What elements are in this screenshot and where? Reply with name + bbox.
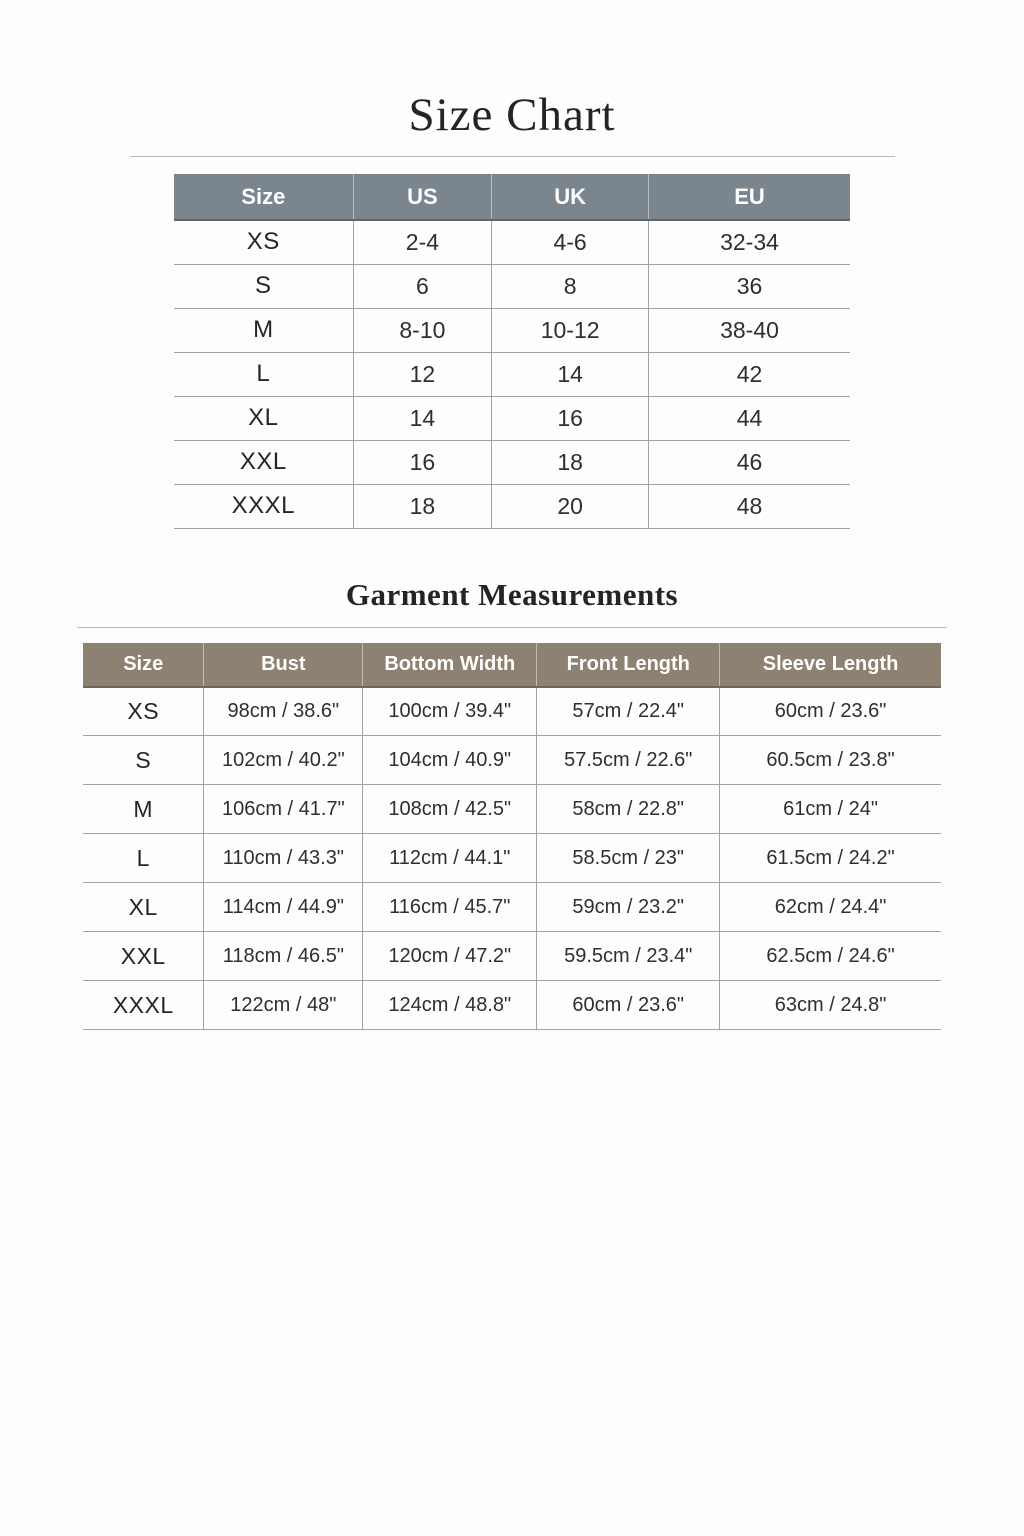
table-row	[174, 264, 850, 308]
cell-front-length: 59.5cm / 23.4"	[537, 932, 720, 981]
cell-sleeve-length: 62.5cm / 24.6"	[720, 932, 941, 981]
cell-size: XXXL	[174, 484, 353, 528]
cell-size: S	[83, 736, 204, 785]
cell-bust: 110cm / 43.3"	[204, 834, 363, 883]
cell-bust: 118cm / 46.5"	[204, 932, 363, 981]
table-row	[174, 220, 850, 264]
cell-front-length: 57.5cm / 22.6"	[537, 736, 720, 785]
table-row	[83, 981, 941, 1030]
cell-size: M	[83, 785, 204, 834]
cell-size: XL	[83, 883, 204, 932]
size-conversion-table	[174, 174, 850, 529]
cell-sleeve-length: 61.5cm / 24.2"	[720, 834, 941, 883]
cell-front-length: 57cm / 22.4"	[537, 687, 720, 736]
column-header-bust: Bust	[204, 643, 363, 687]
table-row	[174, 484, 850, 528]
cell-bottom-width: 124cm / 48.8"	[363, 981, 537, 1030]
table-row	[83, 687, 941, 736]
column-header-front-length: Front Length	[537, 643, 720, 687]
section-divider	[77, 627, 947, 628]
cell-bust: 114cm / 44.9"	[204, 883, 363, 932]
garment-measurements-table	[83, 643, 941, 1031]
title-divider	[130, 156, 895, 157]
page-title: Size Chart	[408, 89, 616, 141]
column-header-size: Size	[174, 174, 353, 220]
cell-us: 16	[353, 440, 492, 484]
cell-us: 12	[353, 352, 492, 396]
table-row	[174, 352, 850, 396]
cell-size: L	[83, 834, 204, 883]
cell-eu: 38-40	[649, 308, 850, 352]
column-header-eu: EU	[649, 174, 850, 220]
cell-size: XS	[127, 697, 160, 724]
garment-measurements-title: Garment Measurements	[345, 576, 679, 612]
table-header-row	[83, 643, 941, 687]
garment-measurements-table-body	[83, 687, 941, 1030]
cell-eu: 44	[649, 396, 850, 440]
cell-size: XXL	[174, 440, 353, 484]
cell-us: 8-10	[353, 308, 492, 352]
cell-size: S	[174, 264, 353, 308]
cell-bottom-width: 112cm / 44.1"	[363, 834, 537, 883]
cell-eu: 46	[649, 440, 850, 484]
table-row	[174, 396, 850, 440]
table-row	[83, 834, 941, 883]
cell-size: XXXL	[83, 981, 204, 1030]
cell-uk: 14	[492, 352, 649, 396]
cell-uk: 16	[492, 396, 649, 440]
cell-sleeve-length: 63cm / 24.8"	[720, 981, 941, 1030]
table-row	[83, 785, 941, 834]
cell-us: 18	[353, 484, 492, 528]
table-header-row	[174, 174, 850, 220]
cell-size: XL	[174, 396, 353, 440]
cell-uk: 8	[492, 264, 649, 308]
cell-sleeve-length: 61cm / 24"	[720, 785, 941, 834]
cell-bottom-width: 116cm / 45.7"	[363, 883, 537, 932]
cell-uk: 4-6	[492, 220, 649, 264]
cell-eu: 36	[649, 264, 850, 308]
cell-eu: 42	[649, 352, 850, 396]
cell-sleeve-length: 62cm / 24.4"	[720, 883, 941, 932]
cell-bottom-width: 104cm / 40.9"	[363, 736, 537, 785]
cell-size: XS	[246, 228, 280, 256]
cell-sleeve-length: 60cm / 23.6"	[720, 687, 941, 736]
garment-measurements-table-header	[83, 643, 941, 687]
table-row	[83, 883, 941, 932]
cell-sleeve-length: 60.5cm / 23.8"	[720, 736, 941, 785]
column-header-sleeve-length: Sleeve Length	[720, 643, 941, 687]
cell-size: L	[174, 352, 353, 396]
cell-uk: 10-12	[492, 308, 649, 352]
cell-bottom-width: 100cm / 39.4"	[363, 687, 537, 736]
cell-uk: 18	[492, 440, 649, 484]
cell-us: 14	[353, 396, 492, 440]
cell-eu: 32-34	[649, 220, 850, 264]
cell-front-length: 58.5cm / 23"	[537, 834, 720, 883]
cell-bust: 98cm / 38.6"	[204, 687, 363, 736]
cell-front-length: 59cm / 23.2"	[537, 883, 720, 932]
table-row	[83, 932, 941, 981]
cell-size: XXL	[83, 932, 204, 981]
cell-front-length: 58cm / 22.8"	[537, 785, 720, 834]
table-row	[174, 440, 850, 484]
cell-front-length: 60cm / 23.6"	[537, 981, 720, 1030]
cell-bottom-width: 108cm / 42.5"	[363, 785, 537, 834]
cell-eu: 48	[649, 484, 850, 528]
cell-size: M	[174, 308, 353, 352]
column-header-bottom-width: Bottom Width	[363, 643, 537, 687]
cell-bust: 122cm / 48"	[204, 981, 363, 1030]
cell-bottom-width: 120cm / 47.2"	[363, 932, 537, 981]
cell-bust: 106cm / 41.7"	[204, 785, 363, 834]
cell-uk: 20	[492, 484, 649, 528]
column-header-uk: UK	[492, 174, 649, 220]
column-header-size: Size	[83, 643, 204, 687]
column-header-us: US	[353, 174, 492, 220]
cell-us: 6	[353, 264, 492, 308]
size-conversion-table-body	[174, 220, 850, 528]
size-conversion-table-header	[174, 174, 850, 220]
cell-bust: 102cm / 40.2"	[204, 736, 363, 785]
table-row	[174, 308, 850, 352]
table-row	[83, 736, 941, 785]
cell-us: 2-4	[353, 220, 492, 264]
